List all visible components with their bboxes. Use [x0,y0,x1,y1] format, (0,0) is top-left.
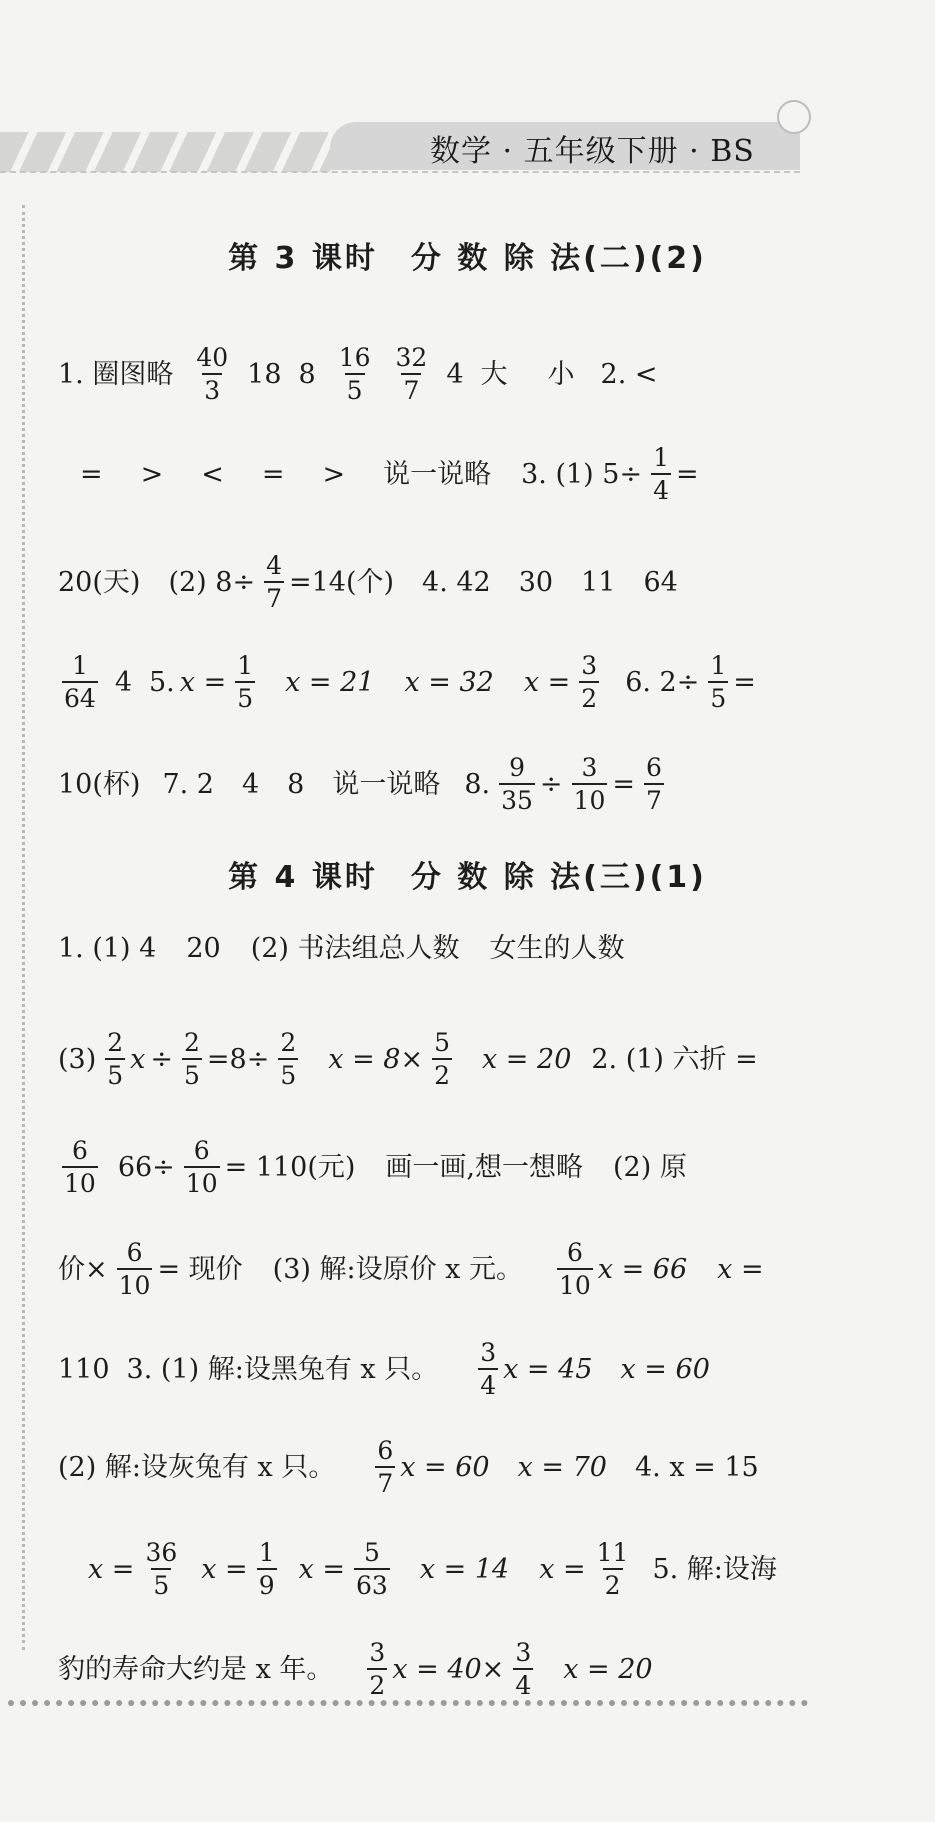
fraction [394,345,430,403]
corner-circle [777,100,811,134]
fraction-numerator: 11 [596,1538,629,1567]
answer-text: x = [717,1253,764,1285]
fraction [278,1030,298,1088]
answer-text: 110 [58,1353,110,1385]
answer-text: 20 [186,933,221,964]
fraction-numerator: 1 [653,443,670,472]
fraction-numerator: 6 [377,1436,394,1465]
answer-text: 4 [446,358,464,390]
fraction-denominator: 5 [105,1058,125,1088]
fraction-denominator: 9 [257,1568,277,1598]
fraction-numerator: 1 [258,1538,275,1567]
answer-text: 5. 解:设海 [652,1553,777,1585]
header-title: 数学 · 五年级下册 · BS [430,134,755,169]
answer-text: 2. < [600,358,658,390]
answer-text: =8÷ [206,1043,270,1075]
answer-line-8 [58,1138,704,1196]
answer-text: x = 60 [620,1353,710,1385]
answer-text: x = [201,1553,248,1585]
header-stripes [0,132,330,172]
answer-line-9 [58,1240,781,1298]
fraction-numerator: 6 [645,753,662,782]
fraction-denominator: 10 [184,1166,220,1196]
fraction-numerator: 16 [338,343,371,372]
answer-text: 4. x = 15 [634,1451,759,1483]
fraction-denominator: 2 [432,1058,452,1088]
fraction-numerator: 6 [126,1238,143,1267]
answer-text: 2. (1) 六折 = [591,1043,758,1075]
fraction-numerator: 5 [363,1538,380,1567]
lesson4-title: 第 4 课时 分 数 除 法(三)(1) [228,860,707,895]
answer-text: x = [298,1553,346,1585]
answer-text: = [733,666,756,698]
fraction-denominator: 64 [62,681,98,711]
answer-text: = [676,458,699,490]
answer-text: 4 [241,768,260,800]
answer-text: x = [523,666,571,698]
answer-text: (3) [58,1043,97,1075]
answer-text: > [322,458,346,490]
answer-text: 小 [547,358,575,390]
fraction [644,755,664,813]
fraction [182,1030,202,1088]
fraction [235,653,255,711]
fraction-denominator: 5 [345,373,365,403]
fraction [513,1640,533,1698]
answer-text: x [130,1043,146,1075]
answer-text: (3) 解:设原价 x 元。 [272,1253,523,1285]
answer-text: 3. (1) 5÷ [521,458,643,490]
fraction [62,1138,98,1196]
answer-line-1 [58,345,674,403]
fraction-numerator: 2 [280,1028,297,1057]
answer-text: ÷ [150,1043,174,1075]
lesson3-title: 第 3 课时 分 数 除 法(二)(2) [228,241,707,276]
answer-text: 8 [287,768,305,800]
answer-line-13 [58,1640,670,1698]
fraction-denominator: 4 [651,473,671,503]
answer-text: ÷ [539,768,563,800]
fraction-denominator: 35 [499,783,535,813]
fraction-denominator: 2 [603,1568,623,1598]
fraction-denominator: 5 [278,1058,298,1088]
bottom-dotted-border [8,1700,808,1706]
fraction-denominator: 3 [202,373,222,403]
fraction-denominator: 5 [151,1568,171,1598]
fraction-numerator: 3 [581,753,598,782]
answer-text: x = 66 [597,1253,688,1285]
fraction-numerator: 1 [237,651,254,680]
fraction [651,445,671,503]
answer-text: 5. [149,666,175,698]
fraction-numerator: 2 [184,1028,200,1057]
fraction-numerator: 6 [566,1238,583,1267]
answer-text: x = 8× [328,1043,424,1075]
fraction-numerator: 4 [266,551,282,580]
fraction-denominator: 4 [513,1668,533,1698]
fraction-denominator: 5 [235,681,255,711]
answer-line-10 [58,1340,727,1398]
fraction-numerator: 6 [193,1136,210,1165]
answer-text: 30 [518,566,554,598]
fraction [337,345,373,403]
answer-text: = 110(元) [224,1151,356,1183]
fraction-numerator: 32 [395,343,428,372]
answer-text: 价× [58,1253,108,1285]
fraction [117,1240,153,1298]
answer-text: x = 60 [400,1451,490,1483]
answer-text: 大 [480,358,508,390]
fraction-numerator: 3 [581,651,598,680]
fraction [367,1640,387,1698]
answer-text: (2) 8÷ [168,566,256,598]
fraction-denominator: 7 [644,783,664,813]
fraction [375,1438,395,1496]
answer-text: (2) 原 [613,1151,687,1183]
answer-text: 6. 2÷ [625,666,700,698]
answer-line-7 [58,1030,775,1088]
fraction [184,1138,220,1196]
fraction-denominator: 5 [182,1058,202,1088]
answer-text: x = [539,1553,586,1585]
answer-text: < [201,458,224,490]
fraction-numerator: 3 [515,1638,532,1667]
answer-text: x = 20 [563,1653,653,1685]
fraction-numerator: 2 [107,1028,124,1057]
answer-text: x = 40× [392,1653,505,1685]
answer-text: 3. (1) 解:设黑兔有 x 只。 [126,1353,439,1385]
answer-text: 女生的人数 [489,933,625,964]
answer-text: 10(杯) [58,768,141,800]
answer-text: > [140,458,164,490]
answer-text: = [261,458,285,490]
fraction [62,653,98,711]
answer-text: x = 21 [285,666,375,698]
fraction [708,653,728,711]
answer-text: 豹的寿命大约是 x 年。 [58,1653,334,1685]
fraction [478,1340,498,1398]
answer-text: 4 [114,666,132,698]
fraction-denominator: 5 [708,681,728,711]
answer-text: 说一说略 [383,458,492,490]
fraction-denominator: 2 [367,1668,387,1698]
answer-text: x = 14 [419,1553,510,1585]
fraction [579,653,599,711]
fraction-denominator: 7 [401,373,421,403]
fraction-denominator: 63 [354,1568,390,1598]
fraction-numerator: 1 [710,651,727,680]
fraction-denominator: 4 [478,1368,498,1398]
fraction [194,345,230,403]
answer-text: x = [88,1553,135,1585]
answer-text: (2) 书法组总人数 [250,933,460,964]
fraction-numerator: 40 [196,343,229,372]
answer-line-5 [58,755,681,813]
fraction [557,1240,593,1298]
answer-text: = 现价 [157,1253,243,1285]
side-dotted-border [22,205,25,1650]
answer-text: x = 45 [503,1353,593,1385]
answer-text: 7. 2 [162,768,214,800]
fraction-denominator: 10 [62,1166,98,1196]
answer-line-2 [80,445,716,503]
answer-text: 66÷ [117,1151,175,1183]
fraction-denominator: 2 [579,681,599,711]
answer-line-4 [58,653,773,711]
fraction [143,1540,179,1598]
answer-text: 18 [247,358,282,390]
fraction-numerator: 5 [434,1028,450,1057]
top-dashed-divider [0,171,800,173]
fraction-numerator: 36 [145,1538,178,1567]
fraction-denominator: 10 [557,1268,593,1298]
answer-text: = [612,768,635,800]
fraction-numerator: 9 [509,753,525,782]
fraction [595,1540,631,1598]
fraction-numerator: 1 [71,651,88,680]
answer-text: = [80,458,103,490]
answer-text: x = [179,666,227,698]
answer-text: 8 [298,358,316,390]
fraction-denominator: 7 [375,1466,395,1496]
answer-text: 4. 42 [422,566,491,598]
answer-text: x = 32 [404,666,494,698]
answer-text: (2) 解:设灰兔有 x 只。 [58,1451,336,1483]
fraction [572,755,608,813]
fraction-numerator: 3 [480,1338,497,1367]
fraction-numerator: 3 [369,1638,386,1667]
answer-line-12 [88,1540,794,1598]
answer-text: =14(个) [288,566,395,598]
fraction-denominator: 10 [572,783,608,813]
answer-line-11 [58,1438,776,1496]
answer-text: 说一说略 [332,768,441,800]
answer-line-3 [58,553,695,611]
fraction-numerator: 6 [71,1136,88,1165]
answer-line-6 [58,935,642,962]
answer-text: 画一画,想一想略 [385,1151,584,1183]
answer-text: 20(天) [58,566,141,598]
fraction [264,553,284,611]
answer-text: 1. (1) 4 [58,933,157,964]
fraction-denominator: 10 [117,1268,153,1298]
answer-text: 64 [643,566,678,598]
fraction [432,1030,452,1088]
fraction [499,755,535,813]
answer-text: 1. 圈图略 [58,358,174,390]
fraction [257,1540,277,1598]
answer-text: 8. [464,768,491,800]
answer-text: x = 20 [482,1043,572,1075]
fraction-denominator: 7 [264,581,284,611]
answer-text: 11 [581,566,616,598]
fraction [354,1540,390,1598]
fraction [105,1030,125,1088]
answer-text: x = 70 [517,1451,607,1483]
